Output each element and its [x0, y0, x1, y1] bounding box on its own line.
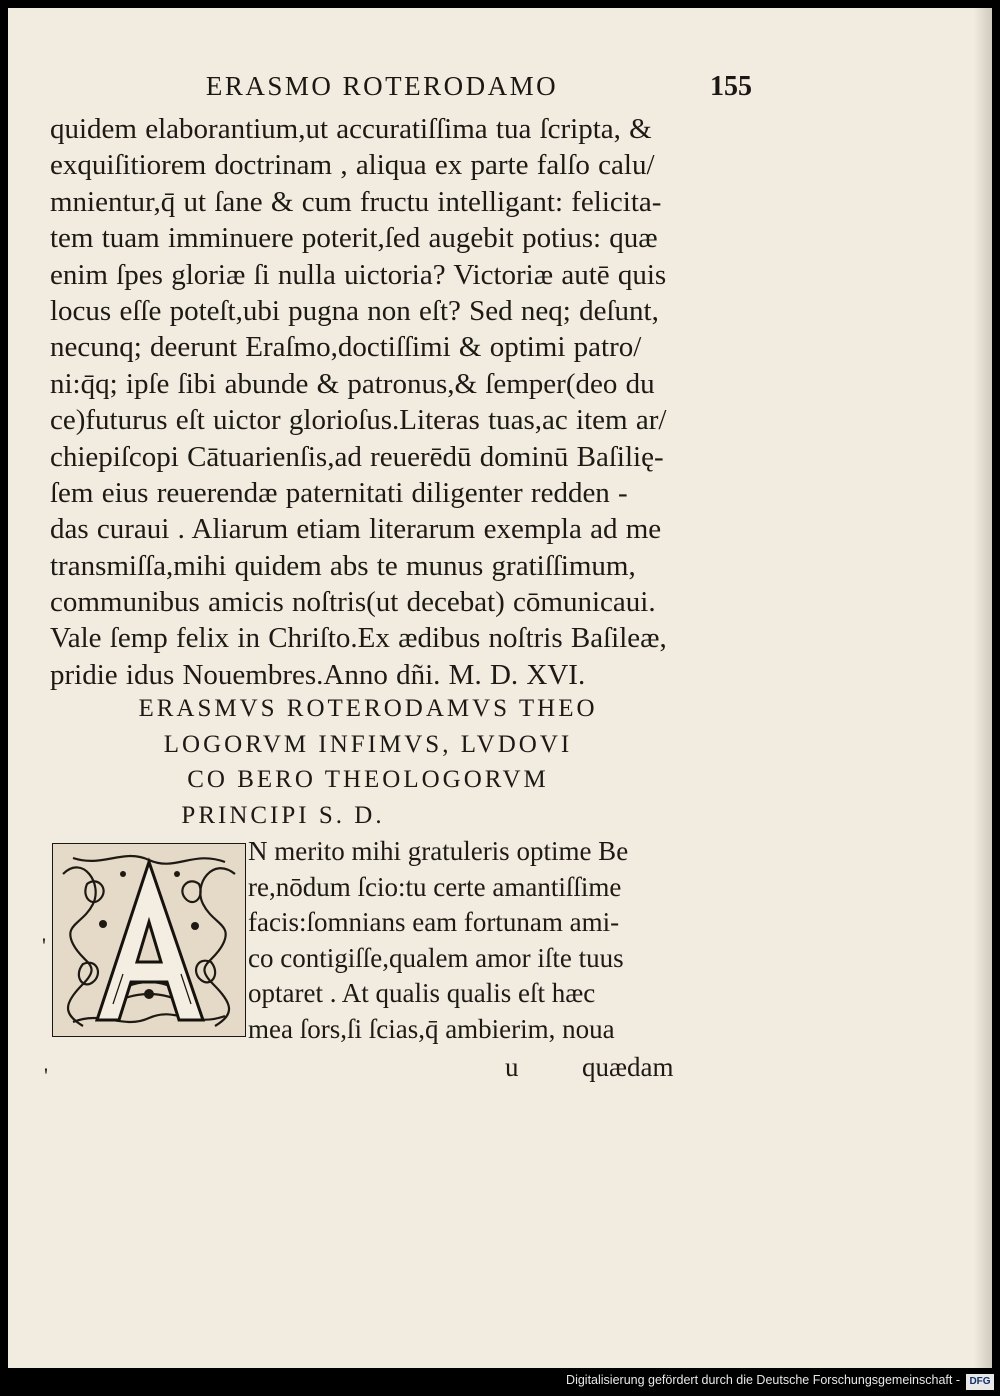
decorated-initial	[52, 843, 246, 1037]
margin-mark: '	[42, 933, 46, 958]
footer-bar	[0, 1370, 1000, 1396]
salutation-heading	[8, 691, 808, 833]
text-line: exquiſitiorem doctrinam , aliqua ex parte falſo calu/	[50, 149, 655, 182]
text-line: ſem eius reuerendæ paternitati diligenter redden -	[50, 476, 628, 509]
text-line: co contigiſſe,qualem amor iſte tuus	[248, 942, 624, 973]
margin-mark: '	[44, 1063, 48, 1088]
ornament-initial-icon	[53, 844, 245, 1036]
text-line: optaret . At qualis qualis eſt hæc	[248, 978, 596, 1008]
text-line: ni:q̄q; ipſe ſibi abunde & patronus,& ſemper(deo du	[50, 367, 655, 400]
text-line: facis:ſomnians eam fortunam ami-	[248, 907, 620, 937]
text-line: locus eſſe poteſt,ubi pugna non eſt? Sed neq; deſunt,	[50, 294, 659, 327]
heading-line: ERASMVS ROTERODAMVS THEO	[138, 695, 598, 722]
text-line: tem tuam imminuere poterit,ſed augebit potius: quæ	[50, 222, 658, 255]
text-line: necunq; deerunt Eraſmo,doctiſſimi & optimi patro/	[50, 331, 642, 364]
text-line: ce)futurus eſt uictor glorioſus.Literas tuas,ac item ar/	[50, 404, 667, 437]
heading-line: PRINCIPI S. D.	[181, 801, 385, 829]
text-line: mnientur,q̄ ut ſane & cum fructu intelligant: felicita-	[50, 185, 662, 218]
signature-mark: u	[505, 1052, 519, 1082]
text-line: mea ſors,ſi ſcias,q̄ ambierim, noua	[248, 1013, 615, 1044]
book-page	[8, 8, 992, 1368]
page-edge-shadow	[974, 8, 992, 1368]
running-head	[8, 71, 992, 111]
text-line: chiepiſcopi Cātuarienſis,ad reuerēdū dominū Baſilię-	[50, 440, 664, 473]
funding-credit: Digitalisierung gefördert durch die Deutsche Forschungsgemeinschaft -	[566, 1373, 960, 1387]
text-line: quidem elaborantium,ut accuratiſſima tua ſcripta, &	[50, 113, 652, 145]
heading-line: LOGORVM INFIMVS, LVDOVI	[163, 730, 573, 758]
dfg-logo-icon: DFG	[966, 1374, 994, 1390]
text-line: transmiſſa,mihi quidem abs te munus gratiſſimum,	[50, 549, 636, 582]
text-line: das curaui . Aliarum etiam literarum exempla ad me	[50, 513, 662, 546]
heading-line: CO BERO THEOLOGORVM	[187, 766, 549, 793]
text-line: Vale ſemp felix in Chriſto.Ex ædibus noſtris Baſileæ,	[50, 622, 667, 655]
catchword: quædam	[582, 1052, 674, 1082]
text-line: communibus amicis noſtris(ut decebat) cōmunicaui.	[50, 586, 656, 619]
new-letter-text	[248, 834, 628, 1047]
text-line: enim ſpes gloriæ ſi nulla uictoria? Victoriæ autē quis	[50, 258, 667, 291]
page-number: 155	[710, 71, 752, 102]
text-line: N merito mihi gratuleris optime Be	[248, 836, 629, 866]
date-line: pridie idus Nouembres.Anno dñi. M. D. XVI.	[50, 658, 586, 691]
text-line: re,nōdum ſcio:tu certe amantiſſime	[248, 871, 622, 902]
running-title: ERASMO ROTERODAMO	[205, 71, 559, 101]
letter-text	[50, 111, 667, 693]
